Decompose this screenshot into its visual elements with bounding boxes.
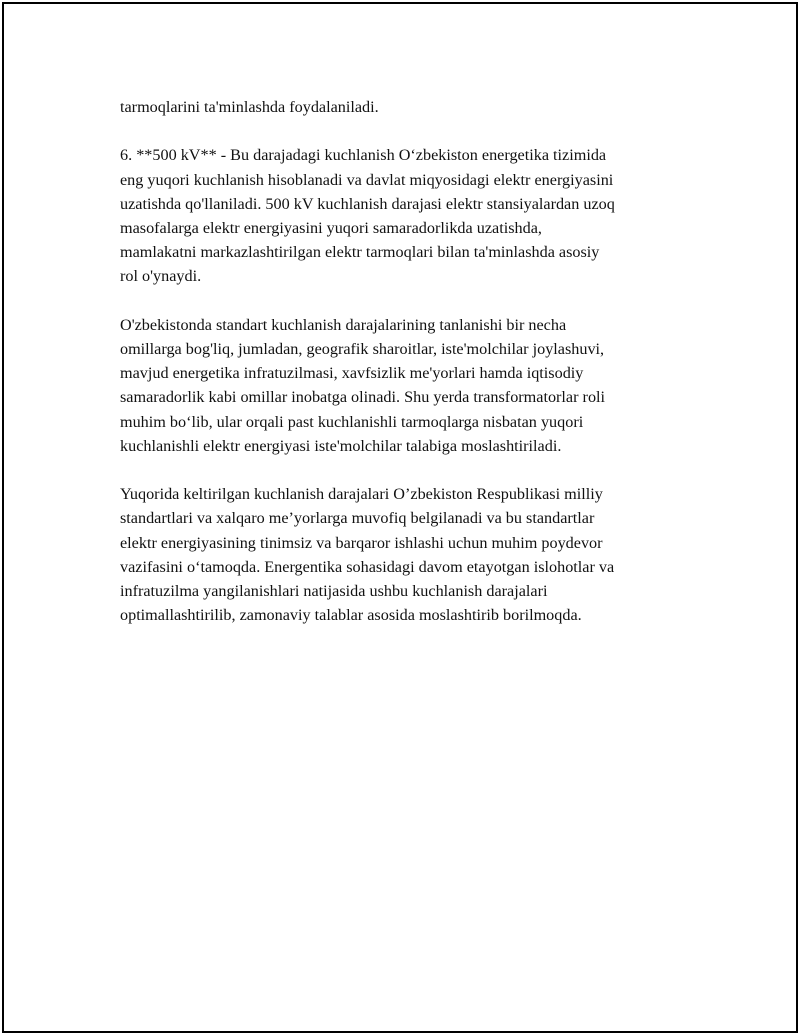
text-line: O'zbekistonda standart kuchlanish darajalarining tanlanishi bir necha xyxy=(120,315,567,334)
text-line: rol o'ynaydi. xyxy=(120,267,202,286)
text-line: muhim bo‘lib, ular orqali past kuchlanishli tarmoqlarga nisbatan yuqori xyxy=(120,412,584,431)
paragraph-1 xyxy=(120,95,690,119)
text-line: Yuqorida keltirilgan kuchlanish darajalari O’zbekiston Respublikasi milliy xyxy=(120,485,603,504)
text-line: mavjud energetika infratuzilmasi, xavfsizlik me'yorlari hamda iqtisodiy xyxy=(120,364,584,383)
text-line: mamlakatni markazlashtirilgan elektr tarmoqlari bilan ta'minlashda asosiy xyxy=(120,243,600,262)
text-line: uzatishda qo'llaniladi. 500 kV kuchlanish darajasi elektr stansiyalardan uzoq xyxy=(120,194,615,213)
document-page xyxy=(2,2,798,1033)
text-line: standartlari va xalqaro me’yorlarga muvofiq belgilanadi va bu standartlar xyxy=(120,509,595,528)
paragraph-3 xyxy=(120,313,690,458)
text-line: samaradorlik kabi omillar inobatga olinadi. Shu yerda transformatorlar roli xyxy=(120,388,606,407)
text-line: infratuzilma yangilanishlari natijasida ushbu kuchlanish darajalari xyxy=(120,582,548,601)
text-line: elektr energiyasining tinimsiz va barqaror ishlashi uchun muhim poydevor xyxy=(120,533,603,552)
paragraph-2 xyxy=(120,143,690,288)
text-line: optimallashtirilib, zamonaviy talablar asosida moslashtirib borilmoqda. xyxy=(120,606,582,625)
text-line: eng yuqori kuchlanish hisoblanadi va davlat miqyosidagi elektr energiyasini xyxy=(120,170,614,189)
text-line: omillarga bog'liq, jumladan, geografik sharoitlar, iste'molchilar joylashuvi, xyxy=(120,340,605,358)
text-line: vazifasini o‘tamoqda. Energentika sohasidagi davom etayotgan islohotlar va xyxy=(120,557,615,576)
text-line: masofalarga elektr energiyasini yuqori samaradorlikda uzatishda, xyxy=(120,219,542,237)
text-line: tarmoqlarini ta'minlashda foydalaniladi. xyxy=(120,98,379,116)
text-line: kuchlanishli elektr energiyasi iste'molchilar talabiga moslashtiriladi. xyxy=(120,436,562,455)
text-line: 6. **500 kV** - Bu darajadagi kuchlanish O‘zbekiston energetika tizimida xyxy=(120,146,607,165)
document-body xyxy=(120,95,690,652)
paragraph-4 xyxy=(120,482,690,627)
